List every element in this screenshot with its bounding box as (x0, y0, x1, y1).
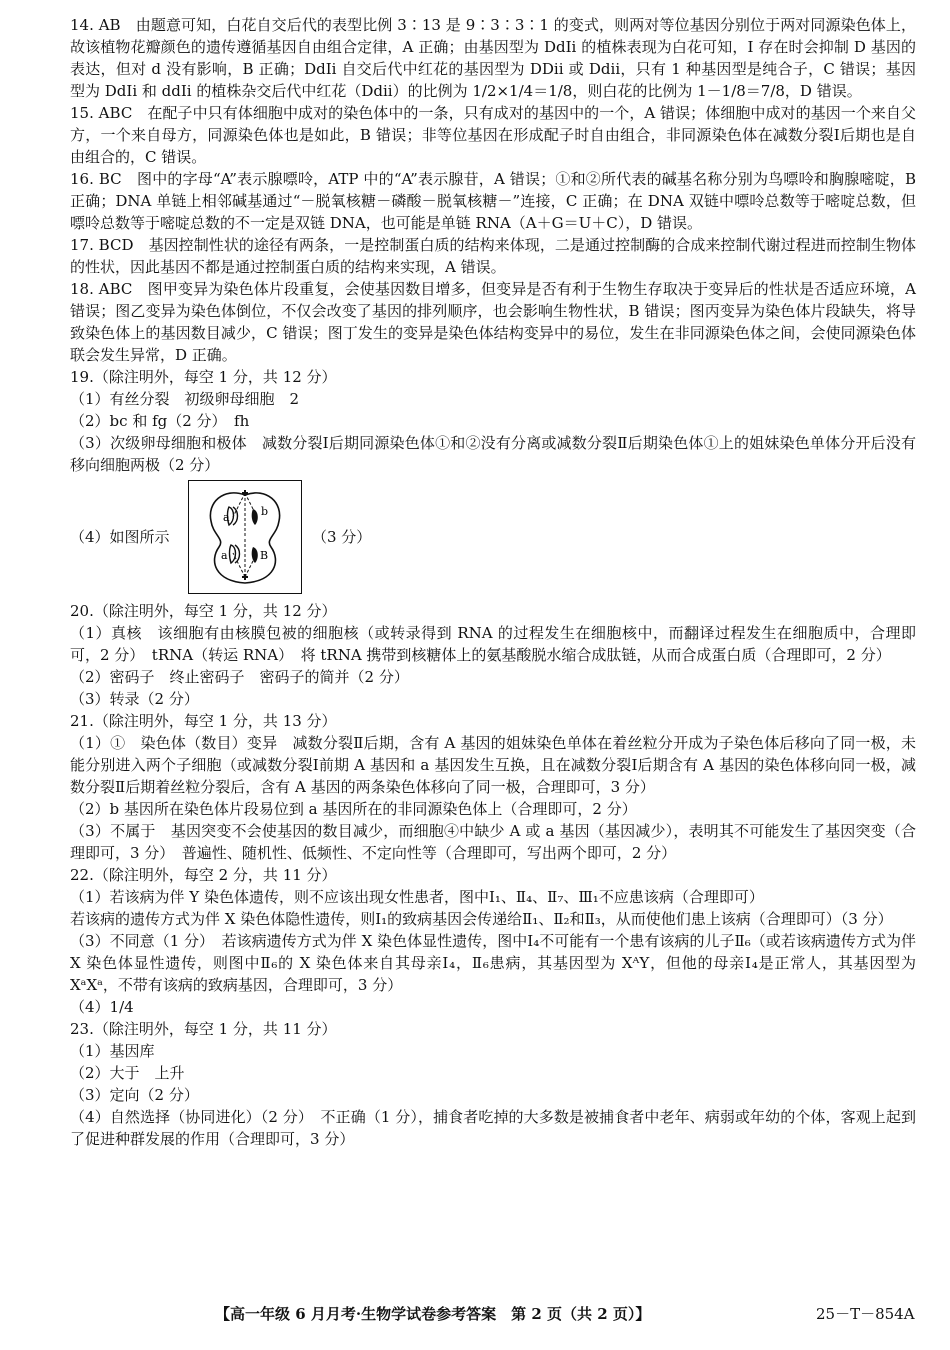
answer-19-part4-label: （4）如图所示 (70, 528, 170, 546)
answer-22-head: 22.（除注明外，每空 2 分，共 11 分） (70, 866, 337, 884)
answer-22 (70, 864, 916, 1018)
answer-21-part3: （3）不属于 基因突变不会使基因的数目减少，而细胞④中缺少 A 或 a 基因（基因减少），表明其不可能发生了基因突变（合理即可，3 分） 普遍性、随机性、低频性、不定向性等（合理即可，写出两个即可，2 分） (70, 822, 916, 862)
allele-label-a-bottom: a (221, 549, 228, 562)
answer-22-part1: （1）若该病为伴 Y 染色体遗传，则不应该出现女性患者，图中Ⅰ₁、Ⅱ₄、Ⅱ₇、Ⅲ₁不应患该病（合理即可） (70, 888, 764, 906)
answer-23-head: 23.（除注明外，每空 1 分，共 11 分） (70, 1020, 337, 1038)
answer-page (70, 14, 916, 1150)
answer-15: 15. ABC 在配子中只有体细胞中成对的染色体中的一条，只有成对的基因中的一个，A 错误；体细胞中成对的基因一个来自父方，一个来自母方，同源染色体也是如此，B 错误；非等位基因在形成配子时自由组合，非同源染色体在减数分裂Ⅰ后期也是自由组合的，C 错误。 (70, 104, 916, 166)
footer-code: 25－T－854A (816, 1305, 915, 1323)
allele-label-b-top: b (261, 505, 269, 518)
answer-20-part2: （2）密码子 终止密码子 密码子的简并（2 分） (70, 668, 409, 686)
answer-22-part2: 若该病的遗传方式为伴 X 染色体隐性遗传，则Ⅰ₁的致病基因会传递给Ⅱ₁、Ⅱ₂和Ⅱ₃，从而使他们患上该病（合理即可）（3 分） (70, 910, 893, 928)
cell-division-diagram (189, 481, 301, 593)
page-footer (0, 1303, 950, 1331)
answer-20-head: 20.（除注明外，每空 1 分，共 12 分） (70, 602, 337, 620)
answer-19-part1: （1）有丝分裂 初级卵母细胞 2 (70, 390, 300, 408)
answer-19-part4-score: （3 分） (312, 528, 372, 546)
allele-label-a-top: a (223, 511, 230, 524)
answer-16: 16. BC 图中的字母“A”表示腺嘌呤，ATP 中的“A”表示腺苷，A 错误；①和②所代表的碱基名称分别为鸟嘌呤和胸腺嘧啶，B 正确；DNA 单链上相邻碱基通过“－脱氧核糖－磷酸－脱氧核糖－”连接，C 正确；在 DNA 双链中嘌呤总数等于嘧啶总数，但嘌呤总数等于嘧啶总数的不一定是双链 DNA，也可能是单链 RNA（A＋G＝U＋C），D 错误。 (70, 170, 916, 232)
footer-title: 【高一年级 6 月月考·生物学试卷参考答案 第 2 页（共 2 页）】 (215, 1305, 651, 1323)
cell-division-figure (188, 480, 302, 594)
answer-19 (70, 366, 916, 596)
answer-19-part2: （2）bc 和 fg（2 分） fh (70, 412, 250, 430)
answer-20-part1: （1）真核 该细胞有由核膜包被的细胞核（或转录得到 RNA 的过程发生在细胞核中，而翻译过程发生在细胞质中，合理即可，2 分） tRNA（转运 RNA） 将 tRNA 携带到核糖体上的氨基酸脱水缩合成肽链，从而合成蛋白质（合理即可，2 分） (70, 624, 916, 664)
answer-18: 18. ABC 图甲变异为染色体片段重复，会使基因数目增多，但变异是否有利于生物生存取决于变异后的性状是否适应环境，A 错误；图乙变异为染色体倒位，不仅会改变了基因的排列顺序，也会影响生物性状，B 错误；图丙变异为染色体片段缺失，将导致染色体上的基因数目减少，C 错误；图丁发生的变异是染色体结构变异中的易位，发生在非同源染色体之间，会使同源染色体联会发生异常，D 正确。 (70, 280, 917, 364)
answer-22-part4: （4）1/4 (70, 998, 134, 1016)
answer-22-part3: （3）不同意（1 分） 若该病遗传方式为伴 X 染色体显性遗传，图中Ⅰ₄不可能有一个患有该病的儿子Ⅱ₆（或若该病遗传方式为伴 X 染色体显性遗传，则图中Ⅱ₆的 X 染色体来自其母亲Ⅰ₄，Ⅱ₆患病，其基因型为 XᴬY，但他的母亲Ⅰ₄是正常人，其基因型为 XᵃXᵃ，不带有该病的致病基因，合理即可，3 分） (70, 932, 916, 994)
answer-21-part2: （2）b 基因所在染色体片段易位到 a 基因所在的非同源染色体上（合理即可，2 分） (70, 800, 637, 818)
answer-23 (70, 1018, 916, 1150)
answer-21-head: 21.（除注明外，每空 1 分，共 13 分） (70, 712, 337, 730)
answer-23-part4: （4）自然选择（协同进化）（2 分） 不正确（1 分），捕食者吃掉的大多数是被捕食者中老年、病弱或年幼的个体，客观上起到了促进种群发展的作用（合理即可，3 分） (70, 1108, 916, 1148)
answer-19-figure-row (70, 478, 916, 596)
answer-20-part3: （3）转录（2 分） (70, 690, 199, 708)
answer-21 (70, 710, 916, 864)
answer-23-part3: （3）定向（2 分） (70, 1086, 199, 1104)
allele-label-B-bottom: B (260, 549, 269, 562)
answer-17: 17. BCD 基因控制性状的途径有两条，一是控制蛋白质的结构来体现，二是通过控制酶的合成来控制代谢过程进而控制生物体的性状，因此基因不都是通过控制蛋白质的结构来实现，A 错误。 (70, 236, 916, 276)
answer-19-head: 19.（除注明外，每空 1 分，共 12 分） (70, 368, 337, 386)
answer-23-part2: （2）大于 上升 (70, 1064, 185, 1082)
answer-19-part3: （3）次级卵母细胞和极体 减数分裂Ⅰ后期同源染色体①和②没有分离或减数分裂Ⅱ后期染色体①上的姐妹染色单体分开后没有移向细胞两极（2 分） (70, 434, 916, 474)
answer-23-part1: （1）基因库 (70, 1042, 155, 1060)
answer-20 (70, 600, 916, 710)
answer-21-part1: （1）① 染色体（数目）变异 减数分裂Ⅱ后期，含有 A 基因的姐妹染色单体在着丝粒分开成为子染色体后移向了同一极，未能分别进入两个子细胞（或减数分裂Ⅰ前期 A 基因和 a 基因发生互换，且在减数分裂Ⅰ后期含有 A 基因的染色体移向同一极，减数分裂Ⅱ后期着丝粒分裂后，含有 A 基因的两条染色体移向了同一极，合理即可，3 分） (70, 734, 916, 796)
answer-14: 14. AB 由题意可知，白花自交后代的表型比例 3∶13 是 9∶3∶3∶1 的变式，则两对等位基因分别位于两对同源染色体上，故该植物花瓣颜色的遗传遵循基因自由组合定律，A 正确；由基因型为 DdIi 的植株表现为白花可知，I 存在时会抑制 D 基因的表达，但对 d 没有影响，B 正确；DdIi 自交后代中红花的基因型为 DDii 或 Ddii，只有 1 种基因型是纯合子，C 错误；基因型为 DdIi 和 ddIi 的植株杂交后代中红花（Ddii）的比例为 1/2×1/4＝1/8，则白花的比例为 1－1/8＝7/8，D 错误。 (70, 16, 916, 100)
